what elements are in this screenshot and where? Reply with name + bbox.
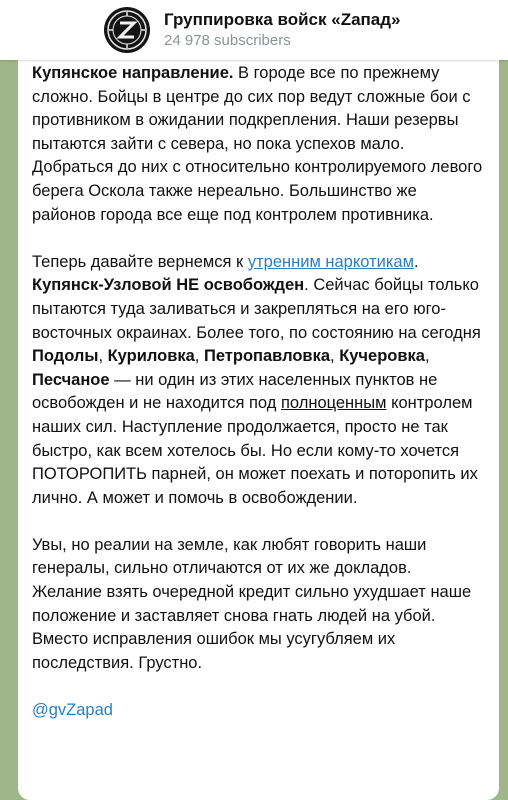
morning-post-link[interactable]: утренним наркотикам: [247, 252, 414, 271]
paragraph-text: .: [413, 252, 419, 271]
paragraph-gap: [32, 227, 485, 251]
paragraph-text: Теперь давайте вернемся к: [32, 252, 248, 271]
separator: ,: [330, 347, 340, 366]
channel-handle-link[interactable]: @gvZapad: [32, 701, 113, 720]
paragraph-text: — ни один из этих населенных пунктов не освобожден и не находится под: [32, 370, 438, 413]
place-peschanoe: Песчаное: [32, 370, 110, 389]
channel-avatar[interactable]: [104, 7, 150, 53]
bold-statement: Купянск-Узловой НЕ освобожден: [32, 276, 305, 295]
channel-title[interactable]: Группировка войск «Zапад»: [164, 9, 401, 29]
place-petropavlovka: Петропавловка: [203, 347, 331, 366]
separator: ,: [98, 347, 108, 366]
paragraph-text: контролем наших сил. Наступление продолжается, просто не так быстро, как всем хотелось бы. Но если кому-то хочется ПОТОРОПИТЬ парней, он может поехать и поторопить их лично. А может и помочь в освобождении.: [32, 394, 478, 507]
zapad-emblem-icon: [104, 7, 150, 53]
paragraph-text: В городе все по прежнему сложно. Бойцы в центре до сих пор ведут сложные бои с противником в ожидании подкрепления. Наши резервы пытаются зайти с севера, но пока успехов мало. Добраться до них с относительно контролируемого левого берега Оскола также нереально. Большинство же районов города все еще под контролем противника.: [32, 64, 483, 224]
separator: ,: [194, 347, 204, 366]
paragraph-kupyansk: [32, 62, 485, 227]
underlined-word: полноценным: [280, 394, 387, 413]
separator: ,: [424, 347, 430, 366]
place-kurilovka: Куриловка: [107, 347, 195, 366]
message-bubble: [18, 60, 499, 800]
channel-header: [0, 0, 508, 60]
paragraph-text: . Сейчас бойцы только пытаются туда заливаться и закрепляться на его юго-восточных окраинах. Более того, по состоянию на сегодня: [32, 276, 481, 342]
paragraph-gap: [32, 510, 485, 534]
paragraph-gap: [32, 675, 485, 699]
paragraph-uzlovoy: [32, 251, 485, 511]
paragraph-generals: Увы, но реалии на земле, как любят говорить наши генералы, сильно отличаются от их же докладов. Желание взять очередной кредит сильно ухудшает наше положение и заставляет снова гнать людей на убой. Вместо исправления ошибок мы усугубляем их последствия. Грустно.: [32, 535, 472, 672]
bold-heading: Купянское направление.: [32, 64, 234, 82]
place-podoly: Подолы: [32, 347, 99, 366]
place-kucherovka: Кучеровка: [339, 347, 425, 366]
subscriber-count: 24 978 subscribers: [164, 31, 291, 49]
